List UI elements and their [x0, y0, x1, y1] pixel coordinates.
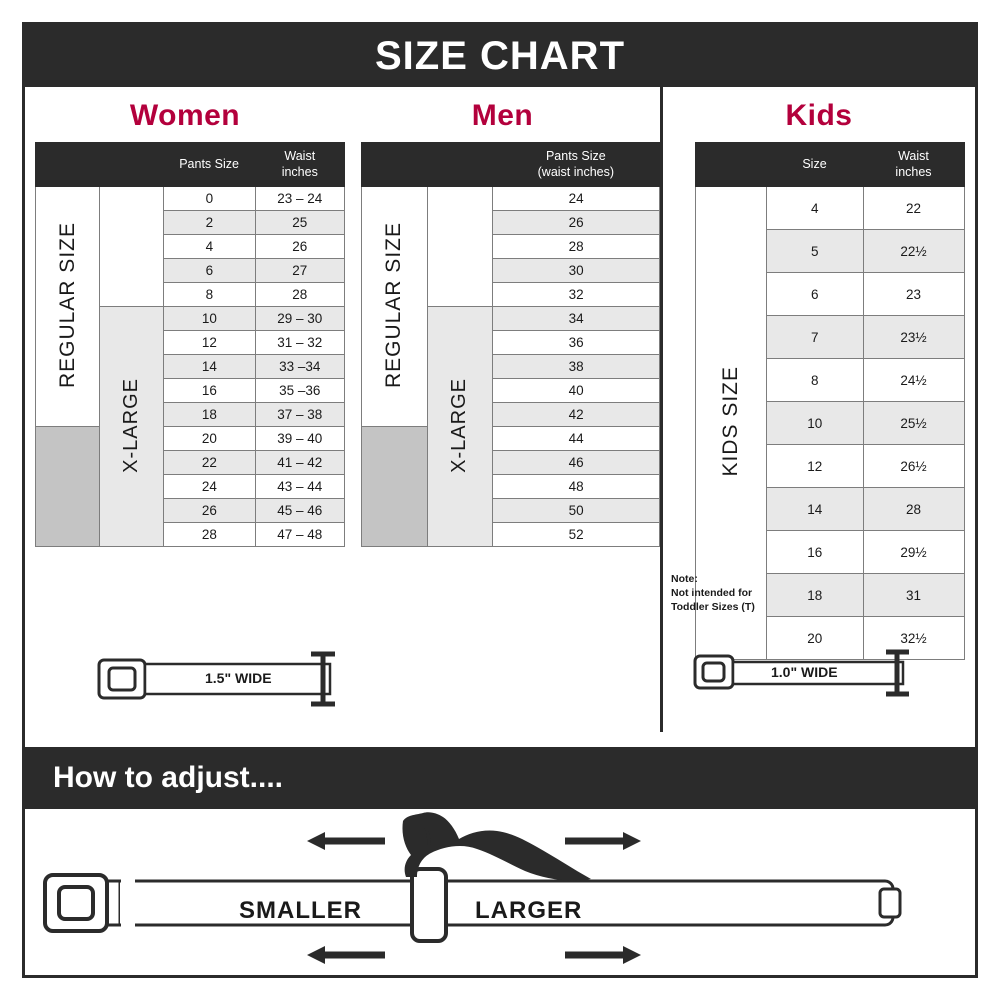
- kids-col-size: Size: [767, 143, 864, 187]
- kids-belt-diagram: [691, 642, 921, 702]
- kids-size-5: 10: [767, 402, 864, 445]
- table-row: [696, 187, 965, 230]
- kids-size-0: 4: [767, 187, 864, 230]
- men-xlarge-spacer: [427, 187, 493, 307]
- kids-size-2: 6: [767, 273, 864, 316]
- kids-note: [671, 572, 801, 615]
- women-size-12: 24: [164, 475, 255, 499]
- kids-waist-4: 24½: [863, 359, 964, 402]
- kids-note-line1: Note:: [671, 573, 698, 585]
- women-size-4: 8: [164, 283, 255, 307]
- howto-heading: How to adjust....: [53, 761, 283, 794]
- women-waist-14: 47 – 48: [255, 523, 344, 547]
- kids-size-7: 14: [767, 488, 864, 531]
- kids-size-8: 16: [767, 531, 864, 574]
- women-size-1: 2: [164, 211, 255, 235]
- women-size-0: 0: [164, 187, 255, 211]
- table-row: [36, 187, 345, 211]
- table-header-row: [362, 143, 660, 187]
- women-waist-2: 26: [255, 235, 344, 259]
- women-header-spacer1: [36, 143, 100, 187]
- men-size-11: 46: [493, 451, 660, 475]
- adjust-belt-svg: [25, 809, 975, 975]
- women-waist-8: 35 –36: [255, 379, 344, 403]
- kids-waist-2: 23: [863, 273, 964, 316]
- men-size-9: 42: [493, 403, 660, 427]
- size-panels: [25, 87, 975, 732]
- women-header-spacer2: [100, 143, 164, 187]
- kids-note-line2: Not intended for: [671, 587, 753, 600]
- men-col-line2: (waist inches): [537, 164, 615, 179]
- smaller-label: SMALLER: [239, 897, 362, 924]
- women-waist-1: 25: [255, 211, 344, 235]
- women-waist-13: 45 – 46: [255, 499, 344, 523]
- women-xlarge-spacer: [100, 187, 164, 307]
- women-size-2: 4: [164, 235, 255, 259]
- women-regular-size-label: [36, 187, 100, 427]
- women-regular-size-text: REGULAR SIZE: [55, 222, 79, 389]
- women-waist-12: 43 – 44: [255, 475, 344, 499]
- men-regular-size-text: REGULAR SIZE: [382, 222, 406, 389]
- panel-kids-heading: Kids: [785, 99, 853, 132]
- kids-waist-7: 28: [863, 488, 964, 531]
- men-size-6: 36: [493, 331, 660, 355]
- men-size-7: 38: [493, 355, 660, 379]
- kids-size-1: 5: [767, 230, 864, 273]
- women-size-3: 6: [164, 259, 255, 283]
- kids-header-spacer: [696, 143, 767, 187]
- larger-label: LARGER: [475, 897, 583, 924]
- page-title: SIZE CHART: [375, 33, 625, 78]
- kids-waist-3: 23½: [863, 316, 964, 359]
- table-header-row: [36, 143, 345, 187]
- women-waist-3: 27: [255, 259, 344, 283]
- men-size-2: 28: [493, 235, 660, 259]
- men-size-1: 26: [493, 211, 660, 235]
- title-bar: [25, 25, 975, 87]
- table-row: [362, 187, 660, 211]
- kids-size-text: KIDS SIZE: [719, 366, 742, 478]
- women-waist-6: 31 – 32: [255, 331, 344, 355]
- panel-women: [25, 87, 345, 732]
- women-size-9: 18: [164, 403, 255, 427]
- men-xlarge-label: [427, 307, 493, 547]
- kids-col-waist: [863, 143, 964, 187]
- men-size-3: 30: [493, 259, 660, 283]
- women-size-14: 28: [164, 523, 255, 547]
- women-waist-4: 28: [255, 283, 344, 307]
- women-size-13: 26: [164, 499, 255, 523]
- women-grey-extension: [36, 427, 100, 547]
- men-size-13: 50: [493, 499, 660, 523]
- men-col-line1: Pants Size: [545, 149, 606, 163]
- kids-waist-9: 31: [863, 574, 964, 617]
- kids-size-9: 18: [767, 574, 864, 617]
- women-belt-diagram: [95, 642, 345, 712]
- women-col-pants-size: Pants Size: [164, 143, 255, 187]
- table-header-row: [696, 143, 965, 187]
- kids-size-10: 20: [767, 617, 864, 660]
- women-size-table: [35, 142, 345, 547]
- table-row: [36, 427, 345, 451]
- howto-bar: [25, 747, 975, 809]
- women-size-11: 22: [164, 451, 255, 475]
- panel-men-heading: Men: [471, 99, 534, 132]
- women-waist-10: 39 – 40: [255, 427, 344, 451]
- kids-size-4: 8: [767, 359, 864, 402]
- kids-belt-width-label: 1.0" WIDE: [771, 664, 838, 680]
- kids-waist-1: 22½: [863, 230, 964, 273]
- kids-table-wrap: [671, 142, 965, 660]
- men-size-5: 34: [493, 307, 660, 331]
- men-size-0: 24: [493, 187, 660, 211]
- women-table-wrap: [35, 142, 345, 547]
- kids-waist-6: 26½: [863, 445, 964, 488]
- women-waist-9: 37 – 38: [255, 403, 344, 427]
- kids-size-3: 7: [767, 316, 864, 359]
- men-header-spacer1: [362, 143, 428, 187]
- women-xlarge-label: [100, 307, 164, 547]
- panel-women-heading: Women: [129, 99, 241, 132]
- men-size-12: 48: [493, 475, 660, 499]
- women-col-waist-line1: Waist: [284, 149, 316, 163]
- men-col-pants-size: [493, 143, 660, 187]
- kids-waist-0: 22: [863, 187, 964, 230]
- women-waist-7: 33 –34: [255, 355, 344, 379]
- kids-note-line3: Toddler Sizes (T): [671, 601, 755, 614]
- women-xlarge-text: X-LARGE: [120, 377, 143, 473]
- men-header-spacer2: [427, 143, 493, 187]
- kids-size-6: 12: [767, 445, 864, 488]
- men-size-10: 44: [493, 427, 660, 451]
- kids-col-waist-line1: Waist: [898, 149, 929, 163]
- women-col-waist: [255, 143, 344, 187]
- men-size-8: 40: [493, 379, 660, 403]
- kids-waist-8: 29½: [863, 531, 964, 574]
- women-size-6: 12: [164, 331, 255, 355]
- men-grey-extension: [362, 427, 428, 547]
- adjust-illustration: [25, 809, 975, 975]
- men-xlarge-text: X-LARGE: [448, 377, 471, 473]
- men-size-table: [361, 142, 660, 547]
- men-regular-size-label: [362, 187, 428, 427]
- men-size-4: 32: [493, 283, 660, 307]
- kids-waist-10: 32½: [863, 617, 964, 660]
- table-row: [362, 427, 660, 451]
- women-col-waist-line2: inches: [281, 164, 318, 179]
- women-size-8: 16: [164, 379, 255, 403]
- women-waist-5: 29 – 30: [255, 307, 344, 331]
- kids-waist-5: 25½: [863, 402, 964, 445]
- panel-kids: [663, 87, 975, 732]
- women-size-5: 10: [164, 307, 255, 331]
- panel-men: [345, 87, 663, 732]
- men-size-14: 52: [493, 523, 660, 547]
- men-table-wrap: [361, 142, 660, 547]
- women-size-10: 20: [164, 427, 255, 451]
- women-size-7: 14: [164, 355, 255, 379]
- women-belt-width-label: 1.5" WIDE: [205, 670, 272, 686]
- women-waist-0: 23 – 24: [255, 187, 344, 211]
- women-waist-11: 41 – 42: [255, 451, 344, 475]
- kids-col-waist-line2: inches: [895, 164, 932, 179]
